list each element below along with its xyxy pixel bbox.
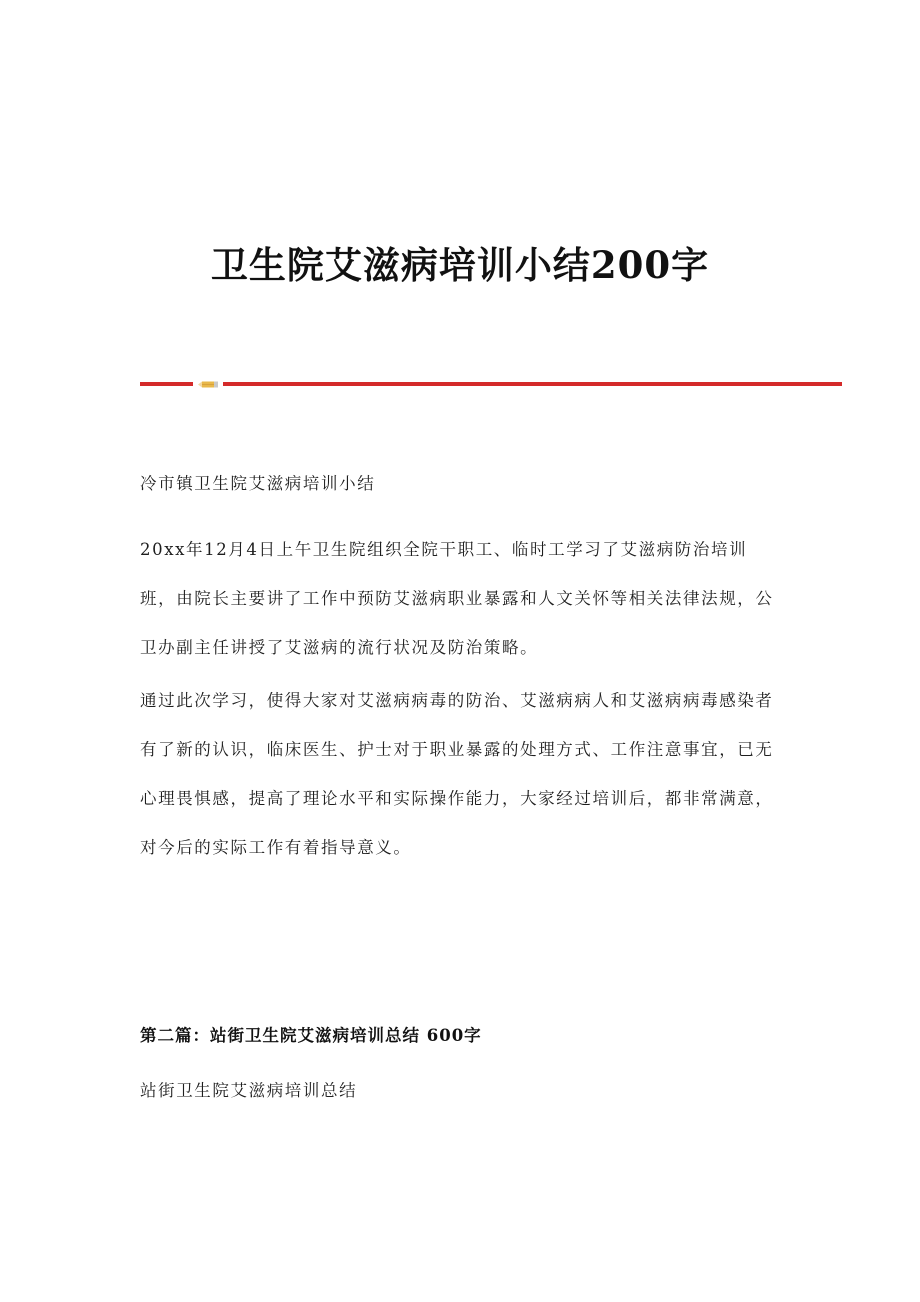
pencil-icon	[198, 381, 218, 388]
document-subtitle: 冷市镇卫生院艾滋病培训小结	[140, 474, 376, 493]
document-title: 卫生院艾滋病培训小结200字	[210, 242, 710, 287]
body-paragraph-2: 通过此次学习，使得大家对艾滋病病毒的防治、艾滋病病人和艾滋病病毒感染者有了新的认识，临床医生、护士对于职业暴露的处理方式、工作注意事宜，已无心理畏惧感，提高了理论水平和实际操作能力，大家经过培训后，都非常满意，对今后的实际工作有着指导意义。	[140, 691, 774, 857]
divider-bar-left	[140, 382, 193, 386]
body-paragraph-1: 20xx年12月4日上午卫生院组织全院干职工、临时工学习了艾滋病防治培训班，由院长主要讲了工作中预防艾滋病职业暴露和人文关怀等相关法律法规，公卫办副主任讲授了艾滋病的流行状况及防治策略。	[140, 540, 774, 657]
section-subtitle: 站街卫生院艾滋病培训总结	[140, 1081, 358, 1100]
title-divider	[140, 380, 842, 388]
section-heading: 第二篇：站街卫生院艾滋病培训总结 600字	[140, 1026, 482, 1045]
divider-bar-right	[223, 382, 842, 386]
